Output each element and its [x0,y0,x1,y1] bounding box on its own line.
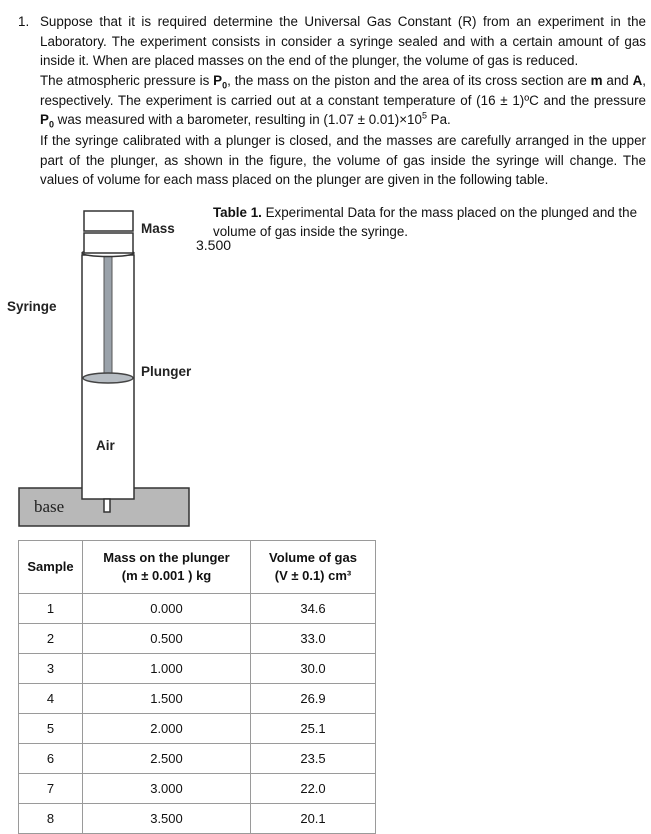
table-caption: Table 1. Experimental Data for the mass placed on the plunged and the volume of gas inside the syringe. [213,205,638,239]
table-row [19,684,376,714]
table-row [19,624,376,654]
mass-label: Mass [141,221,175,236]
header-line: Mass on the plunger [103,550,230,565]
header-sample: Sample [19,541,83,594]
cell-volume: 26.9 [251,684,376,714]
cell-volume: 34.6 [251,594,376,624]
pressure-paragraph: The atmospheric pressure is $P_0$, the mass on the piston and the area of its cross section are m and A, respectively. The experiment is carried out at a constant temperature of (16 ± 1)ºC and the pressure $P_0$ was measured with a barometer, resulting in $(1.07 \pm 0.01)\times 10^5$ Pa. [40,73,646,130]
table-row [19,654,376,684]
table-row [19,744,376,774]
cell-sample: 4 [19,684,83,714]
cell-sample: 3 [19,654,83,684]
syringe-label: Syringe [7,299,57,314]
intro-paragraph: Suppose that it is required determine the Universal Gas Constant (R) from an experiment in the Laboratory. The experiment consists in consider a syringe sealed and with a certain amount of gas inside it. When are placed masses on the end of the plunger, the volume of gas is reduced. [40,14,646,68]
cell-sample: 5 [19,714,83,744]
data-table [18,540,376,834]
header-line: (m ± 0.001 ) kg [121,568,212,583]
air-label: Air [96,438,115,453]
table-row [19,804,376,834]
plunger-rod [104,251,112,377]
cell-volume: 23.5 [251,744,376,774]
procedure-paragraph: If the syringe calibrated with a plunger is closed, and the masses are carefully arranged in the upper part of the plunger, as shown in the figure, the volume of gas inside the syringe will change. The values of volume for each mass placed on the plunger are given in the following table. [40,133,646,187]
plunger-head [83,373,133,383]
cell-volume: 30.0 [251,654,376,684]
cell-mass: 0.500 [83,624,251,654]
mass-block-lower [84,233,133,253]
header-line: Volume of gas [269,550,357,565]
table-header-row [19,541,376,594]
cell-mass: 2.000 [83,714,251,744]
table-row [19,714,376,744]
plunger-label: Plunger [141,364,192,379]
syringe-diagram [0,195,651,535]
cell-mass: 3.500 [83,804,251,834]
cell-sample: 1 [19,594,83,624]
cell-mass: 1.500 [83,684,251,714]
cell-sample: 8 [19,804,83,834]
syringe-nozzle [104,499,110,512]
cell-volume: 20.1 [251,804,376,834]
stray-value: 3.500 [196,237,232,253]
cell-mass: 0.000 [83,594,251,624]
header-mass [83,541,251,594]
table-row [19,774,376,804]
cell-sample: 7 [19,774,83,804]
table-row [19,594,376,624]
header-volume [251,541,376,594]
header-line: (V ± 0.1) cm³ [274,568,352,583]
base-label: base [34,497,65,516]
cell-mass: 3.000 [83,774,251,804]
cell-mass: 1.000 [83,654,251,684]
problem-number: 1. [18,14,30,29]
cell-volume: 25.1 [251,714,376,744]
cell-volume: 22.0 [251,774,376,804]
table-body [19,594,376,834]
cell-sample: 2 [19,624,83,654]
cell-volume: 33.0 [251,624,376,654]
cell-mass: 2.500 [83,744,251,774]
cell-sample: 6 [19,744,83,774]
mass-block-upper [84,211,133,231]
